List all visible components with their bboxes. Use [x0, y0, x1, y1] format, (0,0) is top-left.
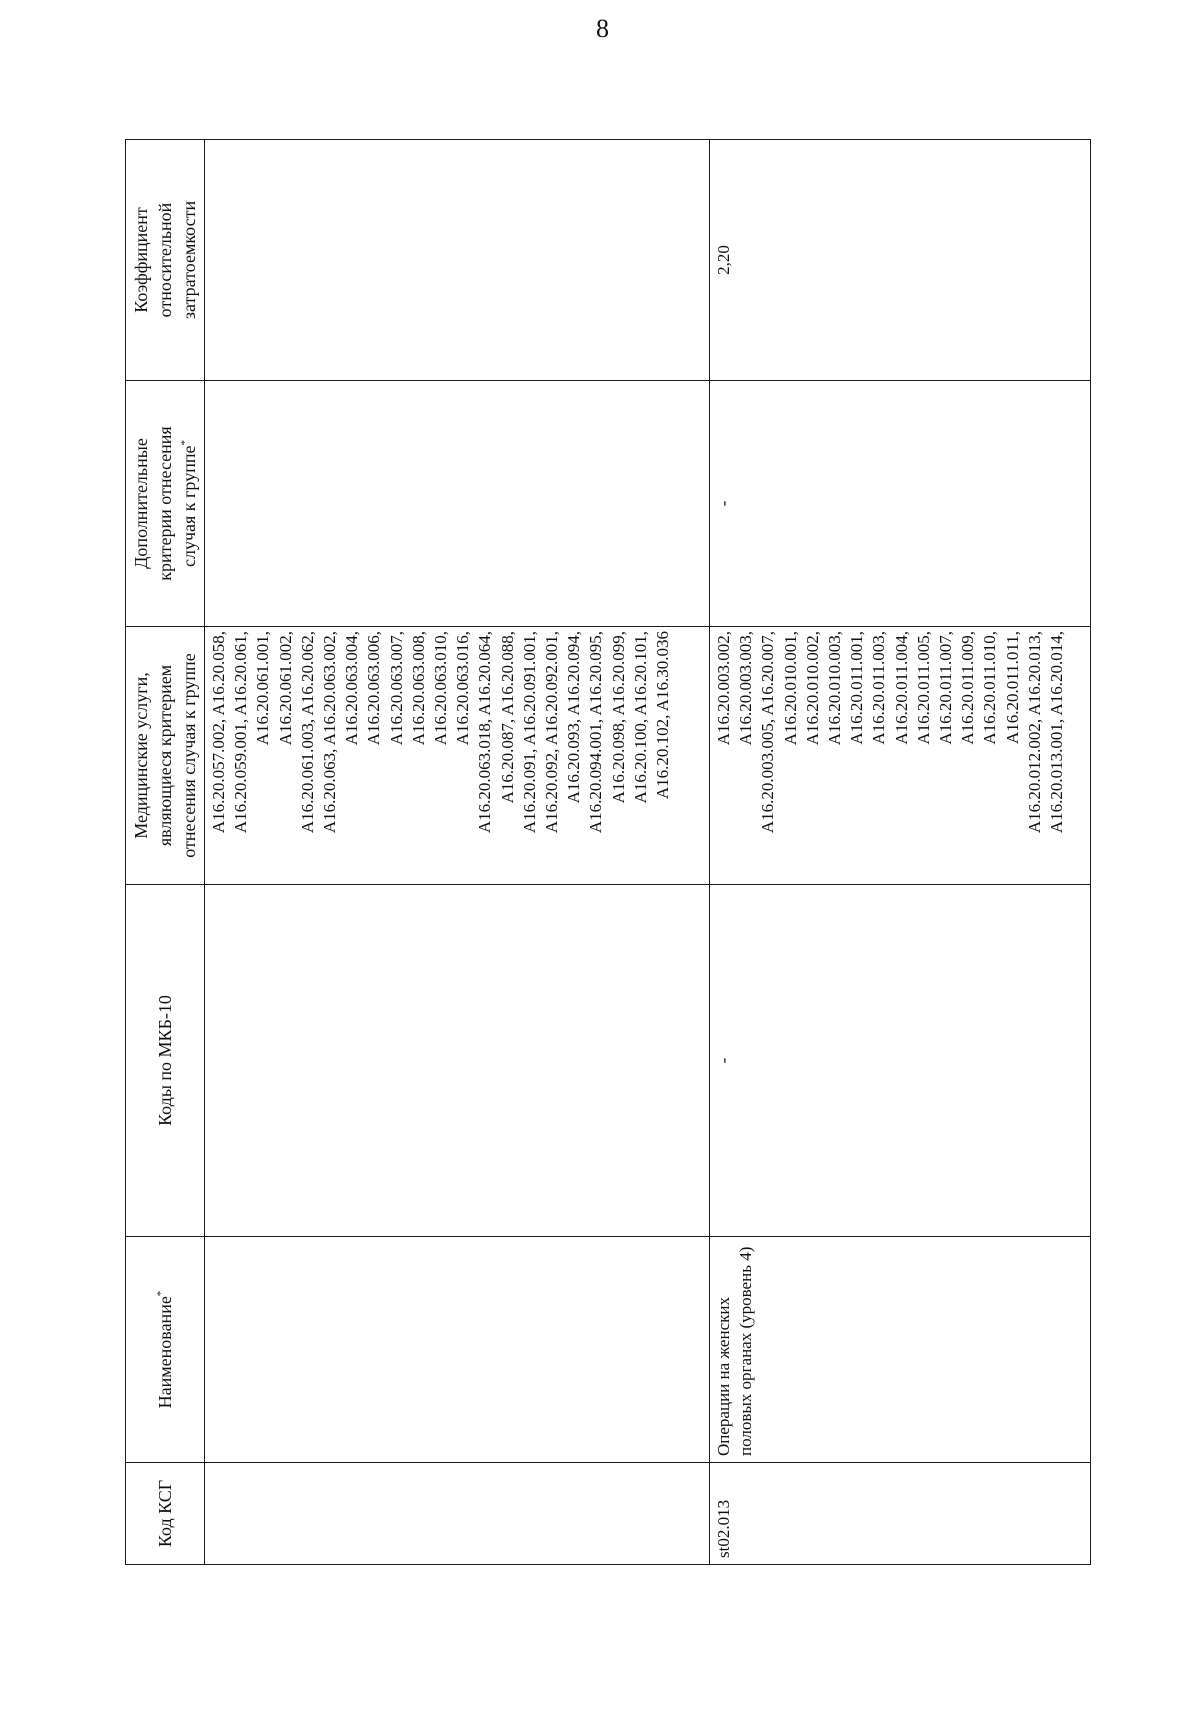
cont-mkb-cell: [205, 885, 710, 1237]
header-mkb: Коды по МКБ-10: [126, 885, 205, 1237]
table-row-continuation: [205, 140, 710, 1565]
table-header-row: [126, 140, 205, 1565]
page-number: 8: [596, 14, 609, 43]
header-services: Медицинские услуги, являющиеся критерием отнесения случая к группе: [126, 627, 205, 885]
table-row-st02-013: [710, 140, 1091, 1565]
cont-coefficient-cell: [205, 140, 710, 381]
ksg-table: [125, 139, 1091, 1565]
header-coefficient: Коэффициент относительной затратоемкости: [126, 140, 205, 381]
header-name: Наименование*: [126, 1237, 205, 1463]
cont-services-cell: A16.20.057.002, A16.20.058, A16.20.059.001, A16.20.061, A16.20.061.001, A16.20.061.002, A16.20.061.003, A16.20.062, A16.20.063, A16.20.063.002, A16.20.063.004, A16.20.063.006, A16.20.063.007, A16.20.063.008, A16.20.063.010, A16.20.063.016, A16.20.063.018, A16.20.064, A16.20.087, A16.20.088, A16.20.091, A16.20.091.001, A16.20.092, A16.20.092.001, A16.20.093, A16.20.094, A16.20.094.001, A16.20.095, A16.20.098, A16.20.099, A16.20.100, A16.20.101, A16.20.102, A16.30.036: [205, 627, 710, 885]
row-criteria-cell: -: [710, 381, 1091, 627]
cont-code-cell: [205, 1463, 710, 1565]
row-mkb-cell: -: [710, 885, 1091, 1237]
rotated-table-container: [125, 140, 1083, 1565]
header-code: Код КСГ: [126, 1463, 205, 1565]
row-code-cell: st02.013: [710, 1463, 1091, 1565]
cont-criteria-cell: [205, 381, 710, 627]
row-services-cell: A16.20.003.002, A16.20.003.003, A16.20.003.005, A16.20.007, A16.20.010.001, A16.20.010.002, A16.20.010.003, A16.20.011.001, A16.20.011.003, A16.20.011.004, A16.20.011.005, A16.20.011.007, A16.20.011.009, A16.20.011.010, A16.20.011.011, A16.20.012.002, A16.20.013, A16.20.013.001, A16.20.014,: [710, 627, 1091, 885]
header-criteria: Дополнительные критерии отнесения случая к группе*: [126, 381, 205, 627]
cont-name-cell: [205, 1237, 710, 1463]
row-coefficient-cell: 2,20: [710, 140, 1091, 381]
row-name-cell: Операции на женских половых органах (уровень 4): [710, 1237, 1091, 1463]
